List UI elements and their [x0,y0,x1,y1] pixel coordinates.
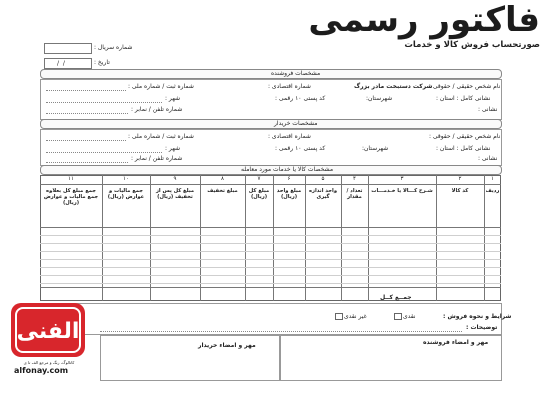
items-total-row [40,287,501,288]
seller-phone-line[interactable] [46,113,128,114]
seller-county-label: شهرستان: [366,95,393,102]
buyer-section-bar [40,119,502,129]
date-label: تاریخ : [94,59,110,66]
buyer-city-label: شهر : [165,145,181,152]
buyer-county-label: شهرستان: [362,145,389,152]
buyer-city-line[interactable] [46,152,162,153]
buyer-phone-line[interactable] [46,162,128,163]
buyer-economic-label: شماره اقتصادی : [268,133,311,140]
column-header: مبلغ کل (ریال) [248,188,270,201]
alfonay-logo[interactable] [10,302,86,376]
logo-text: الفنی [16,319,80,344]
column-header: مبلغ کل پس از تخفیف (ریال) [155,188,195,201]
column-number: ۷ [257,176,261,182]
buyer-address2-label: نشانی : [478,155,498,162]
items-total-label: جمــع کــل [380,294,412,301]
column-header: کد کالا [451,188,469,194]
seller-city-line[interactable] [46,102,162,103]
buyer-address-label: نشانی کامل : استان : [436,145,491,152]
items-table [40,175,501,301]
items-header-divider [40,184,501,185]
seller-name-value: شرکت دستبخت مادر بزرگ [354,83,433,90]
serial-number-field[interactable] [44,43,92,54]
column-number: ۴ [353,176,356,182]
buyer-signature-label: مهر و امضاء خریدار [198,342,256,349]
cash-checkbox[interactable] [394,313,402,320]
notes-line[interactable] [100,331,462,332]
terms-label: شرایط و نحوه فروش : [443,313,512,320]
column-number: ۲ [458,176,462,182]
buyer-registration-label: شماره ثبت / شماره ملی : [128,133,194,140]
logo-badge-icon [10,302,86,358]
column-number: ۸ [221,176,224,182]
seller-economic-label: شماره اقتصادی : [268,83,311,90]
table-row[interactable] [40,251,501,252]
date-value: / / [57,60,66,67]
seller-address2-label: نشانی : [478,106,498,113]
buyer-section-title: مشخصات خریدار [274,120,318,127]
column-number: ۳ [400,176,404,182]
noncash-checkbox[interactable] [335,313,343,320]
column-header: تعداد / مقدار [346,188,363,201]
table-row[interactable] [40,235,501,236]
buyer-postal-label: کد پستی ۱۰ رقمی : [275,145,326,152]
column-number: ۶ [287,176,291,182]
notes-label: توضیحات : [466,324,498,331]
table-row[interactable] [40,243,501,244]
items-section-bar [40,165,502,175]
column-number: ۱ [491,176,494,182]
cash-label: نقدی [403,313,416,320]
column-number: ۹ [173,176,177,182]
seller-phone-label: شماره تلفن / نمابر : [131,106,183,113]
seller-name-label: نام شخص حقیقی / حقوقی : [429,83,501,90]
column-number: ۵ [321,176,325,182]
items-header-divider [40,227,501,228]
column-header: واحد اندازه گیری [308,188,338,201]
seller-postal-label: کد پستی ۱۰ رقمی : [275,95,326,102]
seller-section-title: مشخصات فروشنده [271,70,321,77]
column-header: شـرح کـــالا یا خـدمـــات [371,188,433,194]
table-row[interactable] [40,267,501,268]
seller-address-label: نشانی کامل : استان : [436,95,491,102]
date-field[interactable] [44,58,92,69]
column-header: جمع مبلغ کل بعلاوه جمع مالیات و عوارض (ریال) [43,188,99,207]
column-header: جمع مالیات و عوارض (ریال) [107,188,145,201]
logo-site: alfonay.com [14,366,69,375]
table-row[interactable] [40,275,501,276]
invoice-subtitle: صورتحساب فروش کالا و خدمات [404,40,540,50]
seller-registration-line[interactable] [46,90,126,91]
buyer-registration-line[interactable] [46,140,126,141]
items-section-title: مشخصات کالا یا خدمات مورد معامله [241,166,334,173]
seller-city-label: شهر : [165,95,181,102]
buyer-phone-label: شماره تلفن / نمابر : [131,155,183,162]
column-header: مبلغ واحد (ریال) [276,188,302,201]
column-header: ردیف [485,188,500,194]
invoice-title: فاکتور رسمی [308,0,540,40]
seller-registration-label: شماره ثبت / شماره ملی : [128,83,194,90]
table-row[interactable] [40,283,501,284]
column-header: مبلغ تخفیف [207,188,238,194]
logo-caption: کاتالوگ، رنگ و مرجع الف تا ی [23,360,75,365]
table-row[interactable] [40,259,501,260]
buyer-name-label: نام شخص حقیقی / حقوقی : [429,133,501,140]
column-number: ۱۰ [123,176,129,182]
noncash-label: غیر نقدی [344,313,367,320]
seller-signature-label: مهر و امضاء فروشنده [423,339,489,346]
column-number: ۱۱ [68,176,74,182]
seller-section-bar [40,69,502,79]
serial-number-label: شماره سریال : [94,44,133,51]
